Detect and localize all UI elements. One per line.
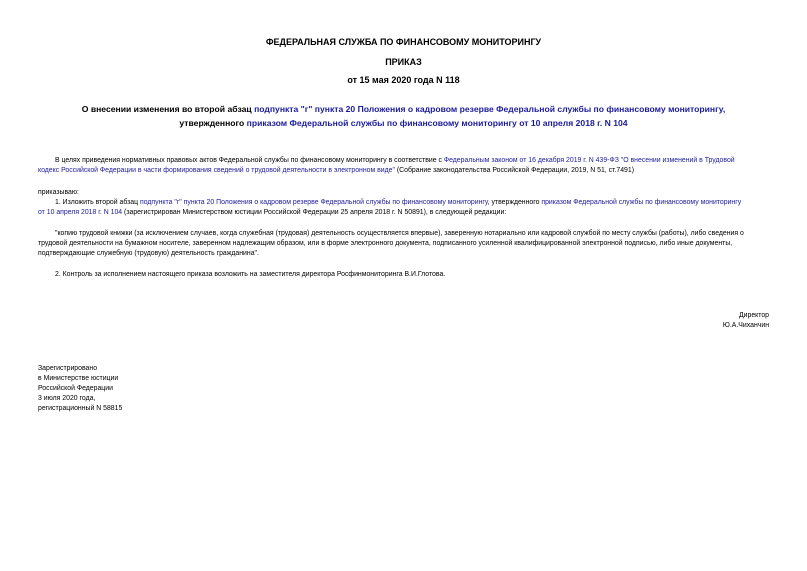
document-date-number: от 15 мая 2020 года N 118 <box>347 75 460 85</box>
title-text-part1: О внесении изменения во второй абзац <box>81 104 255 114</box>
item1-line-1 <box>55 198 741 208</box>
order-word: приказываю: <box>38 189 79 196</box>
quote-line-3: подтверждающие служебную (трудовую) деятельность гражданина". <box>38 250 259 257</box>
signature-name: Ю.А.Чиханчин <box>722 322 769 329</box>
registration-line-2: в Министерстве юстиции <box>38 375 119 382</box>
quote-line-1: "копию трудовой книжки (за исключением случаев, когда служебная (трудовая) деятельность осуществляется впервые), заверенную нотариально или кадровой службой по месту службы (работы), либо сведения о <box>55 230 744 237</box>
document-type: ПРИКАЗ <box>385 57 422 67</box>
preamble-line-2 <box>38 166 634 176</box>
item2-text: 2. Контроль за исполнением настоящего приказа возложить на заместителя директора Росфинмониторинга В.И.Глотова. <box>55 271 446 278</box>
quote-line-2: трудовой деятельности на бумажном носителе, заверенном надлежащим образом, или в форме электронного документа, подписанного усиленной квалифицированной электронной подписью, либо иные документы, <box>38 240 733 247</box>
preamble-link-federal-law[interactable]: Федеральным законом от 16 декабря 2019 г. N 439-ФЗ "О внесении изменений в Трудовой <box>443 157 735 164</box>
item1-text-mid: , утвержденного <box>487 199 542 206</box>
preamble-link-labor-code[interactable]: кодекс Российской Федерации в части формирования сведений о трудовой деятельности в электронном виде" <box>38 167 395 174</box>
registration-line-1: Зарегистрировано <box>38 365 98 372</box>
item1-text-1: 1. Изложить второй абзац <box>55 199 140 206</box>
preamble-text-2: (Собрание законодательства Российской Федерации, 2019, N 51, ст.7491) <box>394 167 634 174</box>
item1-link-order[interactable]: приказом Федеральной службы по финансовому мониторингу <box>541 199 742 206</box>
title-link-order[interactable]: приказом Федеральной службы по финансовому мониторингу от 10 апреля 2018 г. N 104 <box>246 118 628 128</box>
registration-line-3: Российской Федерации <box>38 385 113 392</box>
title-link-regulation[interactable]: подпункта "г" пункта 20 Положения о кадровом резерве Федеральной службы по финансовому мониторингу, <box>254 104 726 114</box>
item1-line-2 <box>38 208 506 218</box>
item1-text-2: (зарегистрирован Министерством юстиции Российской Федерации 25 апреля 2018 г. N 50891), в следующей редакции: <box>122 209 507 216</box>
preamble-text-1: В целях приведения нормативных правовых актов Федеральной службы по финансовому мониторингу в соответствие с <box>55 157 444 164</box>
agency-name: ФЕДЕРАЛЬНАЯ СЛУЖБА ПО ФИНАНСОВОМУ МОНИТОРИНГУ <box>265 37 542 47</box>
document-title <box>40 102 767 130</box>
preamble-line-1 <box>55 156 735 166</box>
item1-link-regulation[interactable]: подпункта "г" пункта 20 Положения о кадровом резерве Федеральной службы по финансовому мониторингу <box>140 199 488 206</box>
signature-position: Директор <box>738 312 769 319</box>
title-text-part2: утвержденного <box>179 118 247 128</box>
registration-line-4: 3 июля 2020 года, <box>38 395 96 402</box>
registration-line-5: регистрационный N 58815 <box>38 405 123 412</box>
item1-link-order-date[interactable]: от 10 апреля 2018 г. N 104 <box>38 209 123 216</box>
